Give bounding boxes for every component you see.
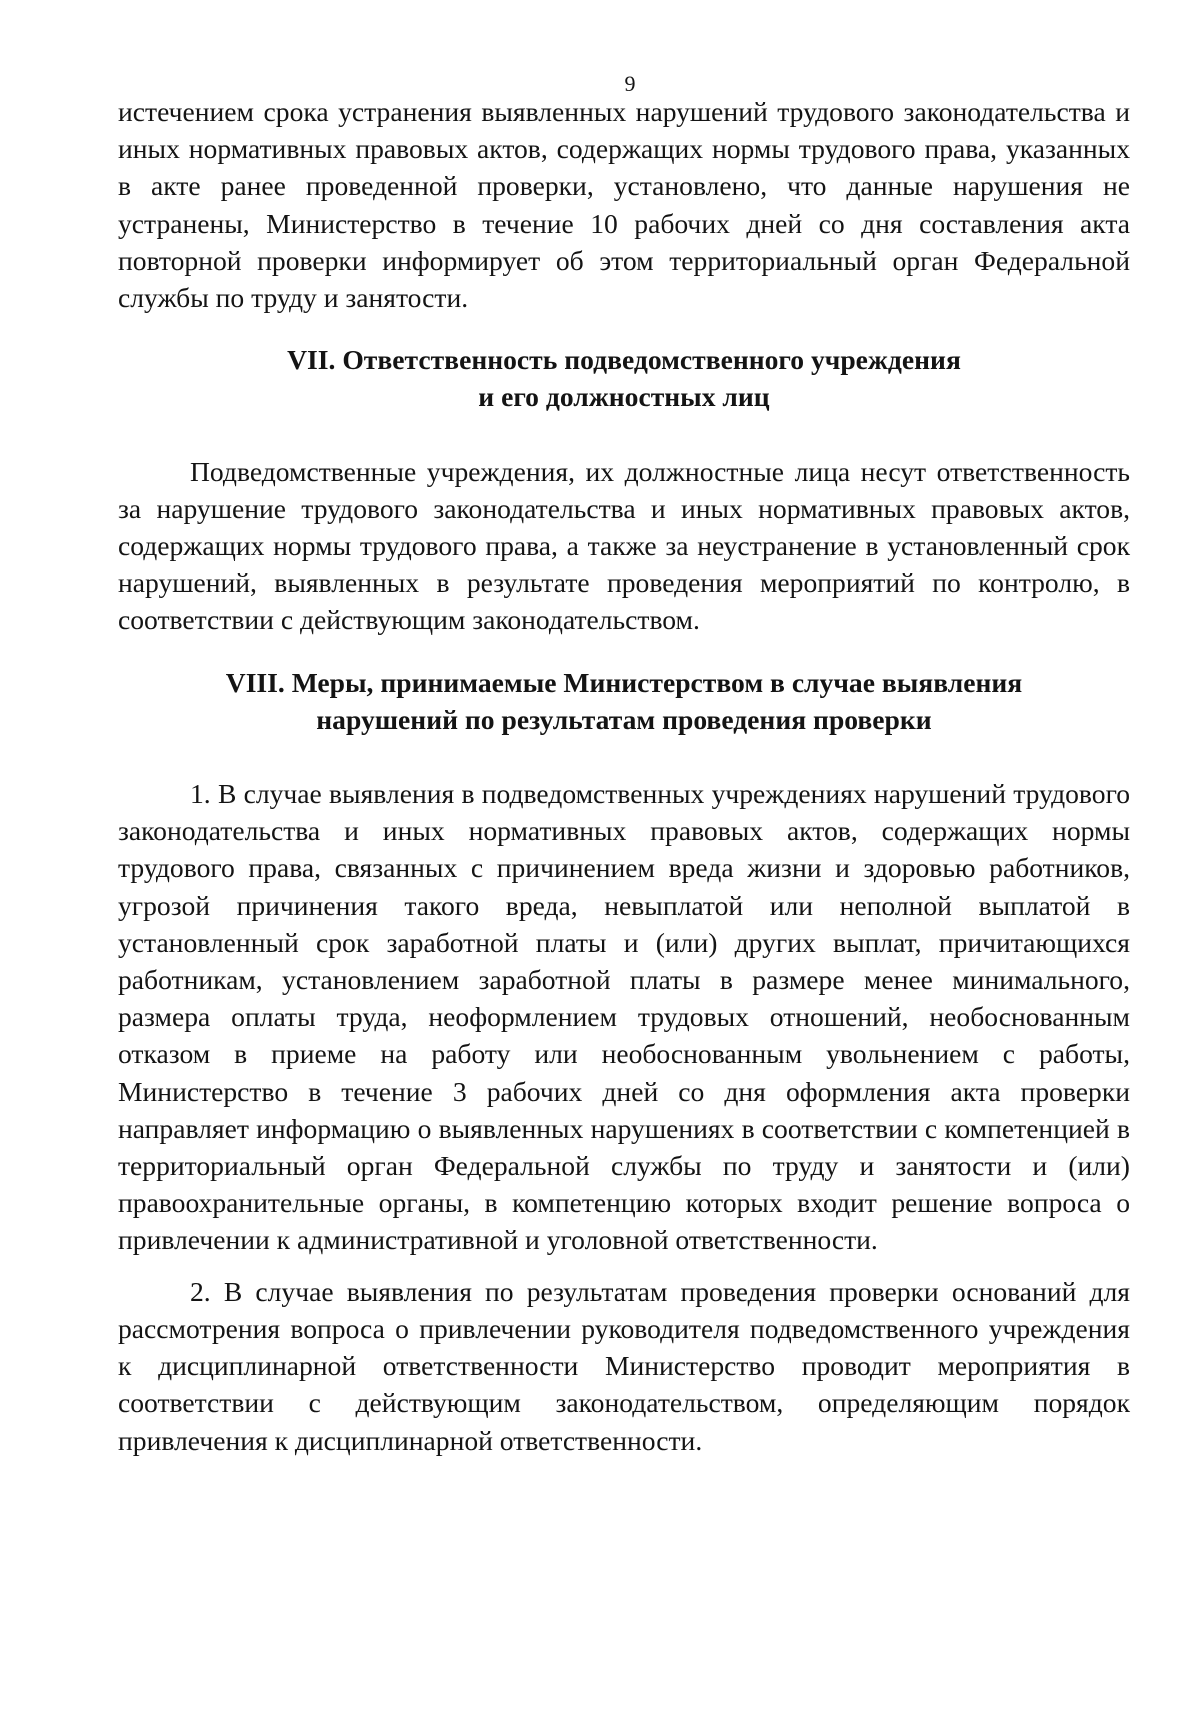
continuation-paragraph: истечением срока устранения выявленных нарушений трудового законодательства и иных нормативных правовых актов, содержащих нормы трудового права, указанных в акте ранее проведенной проверки, установлено, что данные нарушения не устранены, Министерство в течение 10 рабочих дней со дня составления акта повторной проверки информирует об этом территориальный орган Федеральной службы по труду и занятости. (118, 96, 1130, 314)
section-8-heading-line-1: VIII. Меры, принимаемые Министерством в случае выявления (225, 666, 1023, 698)
section-7-heading-line-2: и его должностных лиц (478, 381, 770, 413)
section-7-paragraph: Подведомственные учреждения, их должностные лица несут ответственность за нарушение трудового законодательства и иных нормативных правовых актов, содержащих нормы трудового права, а также за неустранение в установленный срок нарушений, выявленных в результате проведения мероприятий по контролю, в соответствии с действующим законодательством. (118, 455, 1130, 636)
page-number: 9 (624, 71, 636, 96)
section-8-item-1: 1. В случае выявления в подведомственных учреждениях нарушений трудового законодательства и иных нормативных правовых актов, содержащих нормы трудового права, связанных с причинением вреда жизни и здоровью работников, угрозой причинения такого вреда, невыплатой или неполной выплатой в установленный срок заработной платы и (или) других выплат, причитающихся работникам, установлением заработной платы в размере менее минимального, размера оплаты труда, неоформлением трудовых отношений, необоснованным отказом в приеме на работу или необоснованным увольнением с работы, Министерство в течение 3 рабочих дней со дня оформления акта проверки направляет информацию о выявленных нарушениях в соответствии с компетенцией в территориальный орган Федеральной службы по труду и занятости и (или) правоохранительные органы, в компетенцию которых входит решение вопроса о привлечении к административной и уголовной ответственности. (118, 778, 1130, 1256)
section-7-heading (118, 341, 1130, 415)
section-7-heading-line-1: VII. Ответственность подведомственного учреждения (287, 344, 961, 376)
section-8-heading (118, 664, 1130, 738)
document-body (118, 93, 1130, 1459)
section-8-item-2: 2. В случае выявления по результатам проведения проверки оснований для рассмотрения вопроса о привлечении руководителя подведомственного учреждения к дисциплинарной ответственности Министерство проводит мероприятия в соответствии с действующим законодательством, определяющим порядок привлечения к дисциплинарной ответственности. (118, 1275, 1130, 1456)
section-8-heading-line-2: нарушений по результатам проведения проверки (316, 703, 932, 735)
